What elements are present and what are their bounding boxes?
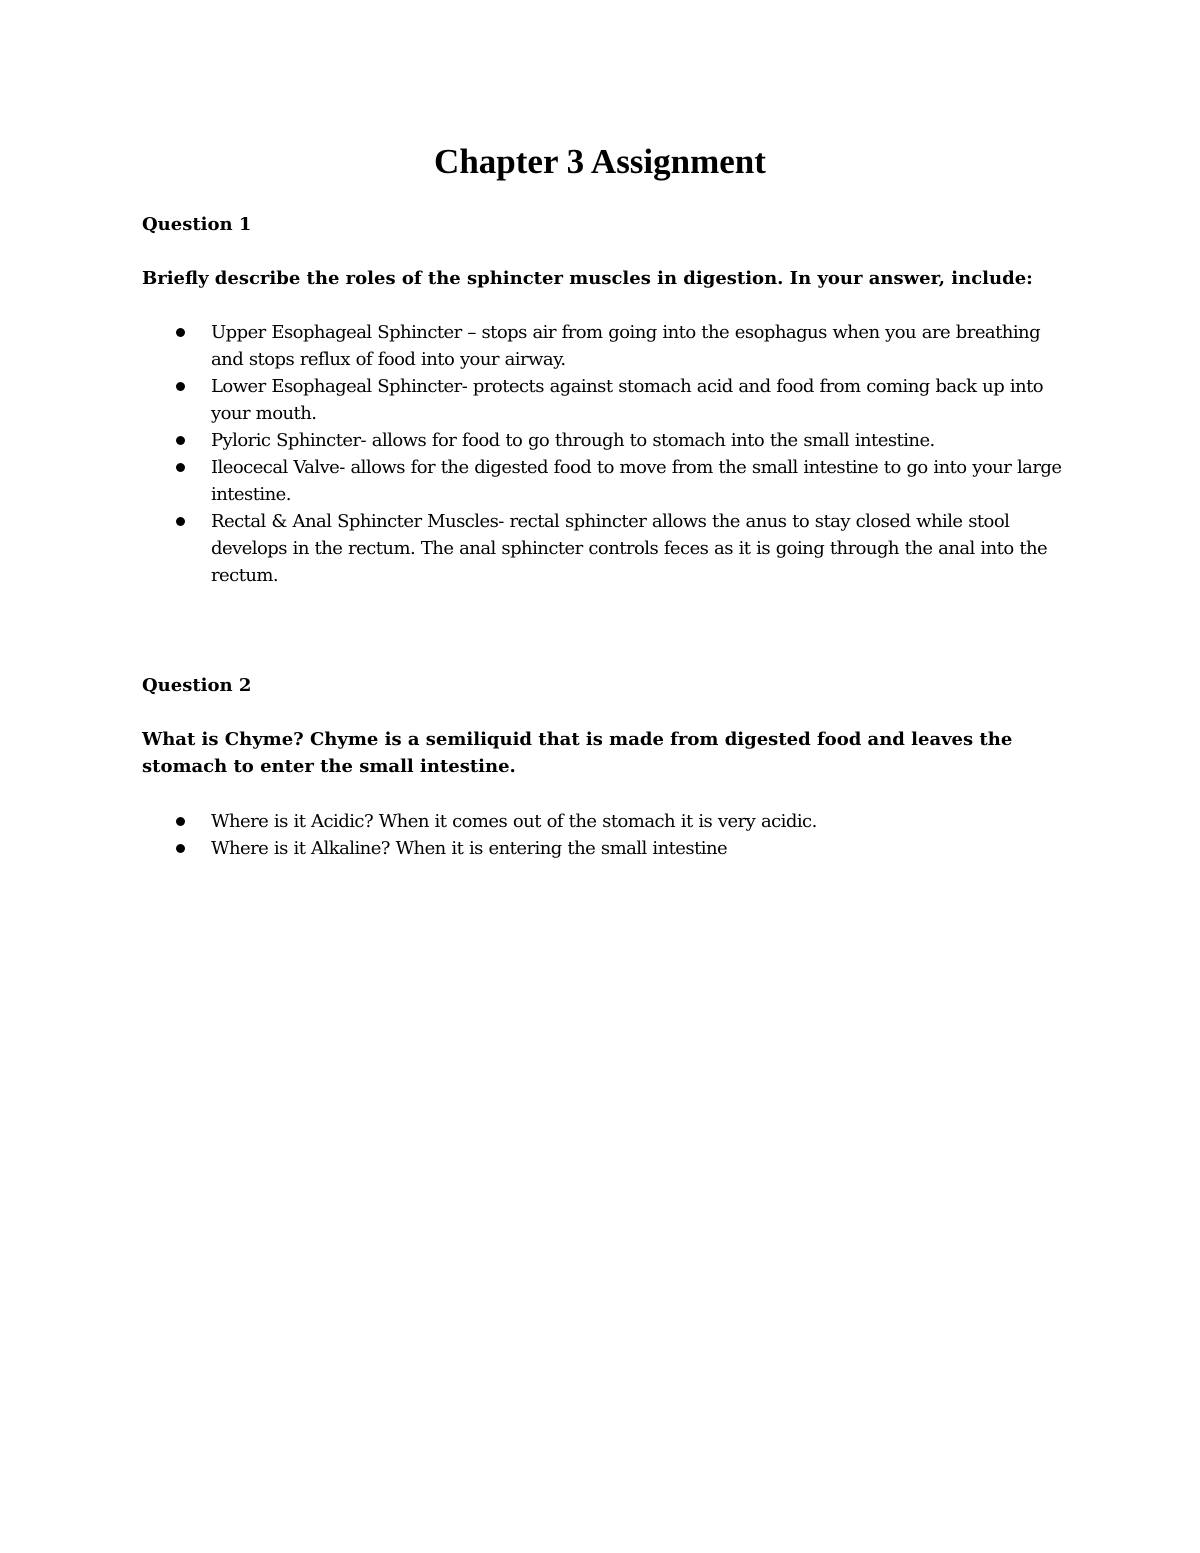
question-1-prompt: Briefly describe the roles of the sphincter muscles in digestion. In your answer, include: (142, 268, 1033, 289)
list-item-text: Upper Esophageal Sphincter – stops air from going into the esophagus when you are breathing and stops reflux of food into your airway. (211, 322, 1041, 370)
list-item (142, 427, 1062, 454)
list-item-text: Rectal & Anal Sphincter Muscles- rectal sphincter allows the anus to stay closed while stool develops in the rectum. The anal sphincter controls feces as it is going through the anal into the rectum. (211, 511, 1048, 586)
bullet-icon (176, 517, 185, 526)
list-item-text: Pyloric Sphincter- allows for food to go through to stomach into the small intestine. (211, 430, 935, 451)
list-item-text: Ileocecal Valve- allows for the digested food to move from the small intestine to go into your large intestine. (211, 457, 1062, 505)
list-item (142, 835, 1062, 862)
list-item (142, 373, 1062, 427)
bullet-icon (176, 328, 185, 337)
bullet-icon (176, 463, 185, 472)
list-item (142, 454, 1062, 508)
bullet-icon (176, 817, 185, 826)
question-1-heading: Question 1 (142, 214, 252, 235)
list-item-text: Lower Esophageal Sphincter- protects against stomach acid and food from coming back up into your mouth. (211, 376, 1044, 424)
list-item-text: Where is it Alkaline? When it is entering the small intestine (211, 838, 728, 859)
question-2-answer-list (142, 808, 1062, 862)
question-2-prompt: What is Chyme? Chyme is a semiliquid that is made from digested food and leaves the stomach to enter the small intestine. (142, 729, 1013, 777)
bullet-icon (176, 844, 185, 853)
bullet-icon (176, 382, 185, 391)
question-2-heading: Question 2 (142, 675, 252, 696)
list-item (142, 808, 1062, 835)
list-item-text: Where is it Acidic? When it comes out of the stomach it is very acidic. (211, 811, 817, 832)
list-item (142, 508, 1062, 589)
page-title: Chapter 3 Assignment (434, 142, 766, 181)
question-1-answer-list (142, 319, 1062, 589)
bullet-icon (176, 436, 185, 445)
list-item (142, 319, 1062, 373)
